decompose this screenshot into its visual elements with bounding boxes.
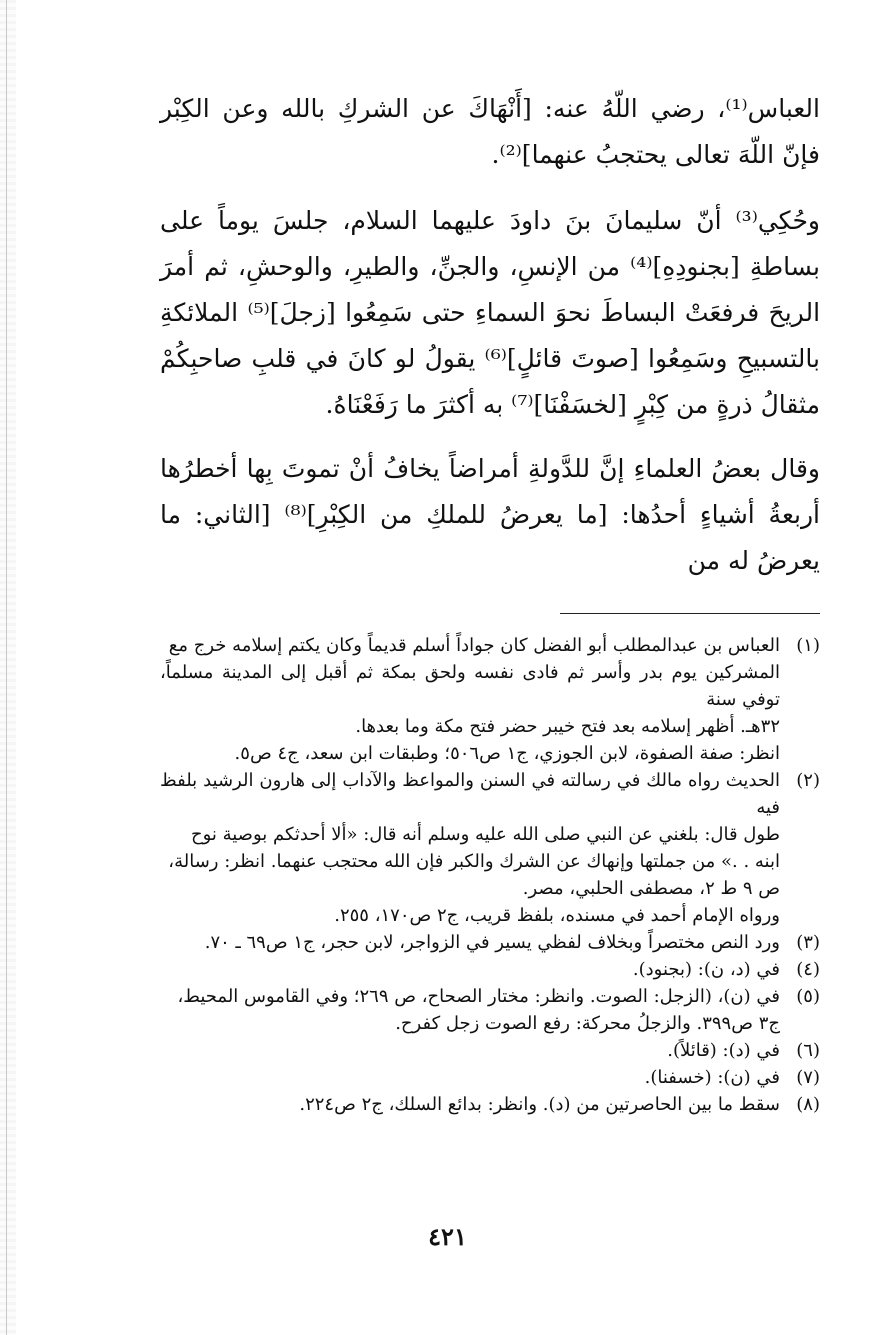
- footnote-text: [160, 632, 780, 767]
- footnote-line: ص ٩ ط ٢، مصطفى الحلبي، مصر.: [522, 878, 780, 899]
- footnote-7: [160, 1064, 820, 1091]
- footnote-line: سقط ما بين الحاصرتين من (د). وانظر: بدائع السلك، ج٢ ص٢٢٤.: [299, 1094, 780, 1115]
- footnote-text: [160, 1091, 780, 1118]
- scan-edge-line: [6, 0, 7, 1335]
- footnote-1: [160, 632, 820, 767]
- footnote-line: في (ن)، (الزجل: الصوت. وانظر: مختار الصحاح، ص ٢٦٩؛ وفي القاموس المحيط،: [177, 986, 780, 1007]
- footnote-number: (٦): [796, 1040, 820, 1061]
- footnote-line: ابنه . .» من جملتها وإنهاك عن الشرك والكبر فإن الله محتجب عنهما. انظر: رسالة،: [168, 851, 780, 872]
- footnote-number: (١): [796, 635, 820, 656]
- footnote-4: [160, 956, 820, 983]
- footnote-line: المشركين يوم بدر وأسر ثم فادى نفسه ولحق بمكة ثم أقبل إلى المدينة مسلماً، توفي سنة: [160, 662, 780, 710]
- paragraph-2: وحُكِي⁽³⁾ أنّ سليمانَ بنَ داودَ عليهما السلام، جلسَ يوماً على بساطةِ [بجنودِهِ]⁽⁴⁾ من الإنسِ، والجنِّ، والطيرِ، والوحشِ، ثم أمرَ الريحَ فرفعَتْ البساطَ نحوَ السماءِ حتى سَمِعُوا [زجلَ]⁽⁵⁾ الملائكةِ بالتسبيحِ وسَمِعُوا [صوتَ قائلٍ]⁽⁶⁾ يقولُ لو كانَ في قلبِ صاحبِكُمْ مثقالُ ذرةٍ من كِبْرٍ [لخسَفْنَا]⁽⁷⁾ به أكثرَ ما رَفَعْنَاهُ.: [160, 206, 821, 419]
- footnote-number: (٧): [796, 1067, 820, 1088]
- footnote-line: في (د، ن): (بجنود).: [632, 959, 780, 980]
- footnote-5: [160, 983, 820, 1037]
- footnote-line: ورواه الإمام أحمد في مسنده، بلفظ قريب، ج٢ ص١٧٠، ٢٥٥.: [334, 905, 780, 926]
- footnote-8: [160, 1091, 820, 1118]
- footnote-3: [160, 929, 820, 956]
- footnote-line: انظر: صفة الصفوة، لابن الجوزي، ج١ ص٥٠٦؛ وطبقات ابن سعد، ج٤ ص٥.: [234, 743, 780, 764]
- main-text: [160, 86, 820, 584]
- footnote-line: ج٣ ص٣٩٩. والزجلُ محركة: رفع الصوت زجل كفرح.: [395, 1013, 780, 1034]
- footnote-number: (٢): [796, 770, 820, 791]
- footnote-line: في (د): (قائلاً).: [667, 1040, 780, 1061]
- footnote-text: [160, 983, 780, 1037]
- scan-edge-artifact: [0, 0, 16, 1335]
- footnotes-list: [160, 632, 820, 1118]
- footnote-text: [160, 767, 780, 929]
- footnote-number: (٣): [796, 932, 820, 953]
- footnote-text: [160, 1064, 780, 1091]
- footnote-line: في (ن): (خسفنا).: [644, 1067, 780, 1088]
- footnote-separator: [560, 613, 820, 614]
- paragraph-1: العباس⁽¹⁾، رضي اللّهُ عنه: [أَنْهَاكَ عن الشركِ بالله وعن الكِبْر فإنّ اللّهَ تعالى يحتجبُ عنهما]⁽²⁾.: [160, 94, 820, 169]
- footnote-line: العباس بن عبدالمطلب أبو الفضل كان جواداً أسلم قديماً وكان يكتم إسلامه خرج مع: [168, 635, 780, 656]
- page-number: ٤٢١: [428, 1222, 467, 1251]
- footnote-number: (٥): [796, 986, 820, 1007]
- footnote-line: الحديث رواه مالك في رسالته في السنن والمواعظ والآداب إلى هارون الرشيد بلفظ فيه: [160, 770, 780, 818]
- footnote-number: (٤): [796, 959, 820, 980]
- paragraph-3: وقال بعضُ العلماءِ إنَّ للدَّولةِ أمراضاً يخافُ أنْ تموتَ بِها أخطرُها أربعةُ أشياءٍ أحدُها: [ما يعرضُ للملكِ من الكِبْرِ]⁽⁸⁾ [الثاني: ما يعرضُ له من: [160, 454, 820, 575]
- footnote-text: [160, 929, 780, 956]
- footnote-line: ٣٢هـ. أظهر إسلامه بعد فتح خيبر حضر فتح مكة وما بعدها.: [355, 716, 780, 737]
- footnote-text: [160, 1037, 780, 1064]
- footnote-line: طول قال: بلغني عن النبي صلى الله عليه وسلم أنه قال: «ألا أحدثكم بوصية نوح: [190, 824, 780, 845]
- footnote-line: ورد النص مختصراً وبخلاف لفظي يسير في الزواجر، لابن حجر، ج١ ص٦٩ ـ ٧٠.: [204, 932, 780, 953]
- footnote-6: [160, 1037, 820, 1064]
- footnote-2: [160, 767, 820, 929]
- footnote-text: [160, 956, 780, 983]
- footnote-number: (٨): [796, 1094, 820, 1115]
